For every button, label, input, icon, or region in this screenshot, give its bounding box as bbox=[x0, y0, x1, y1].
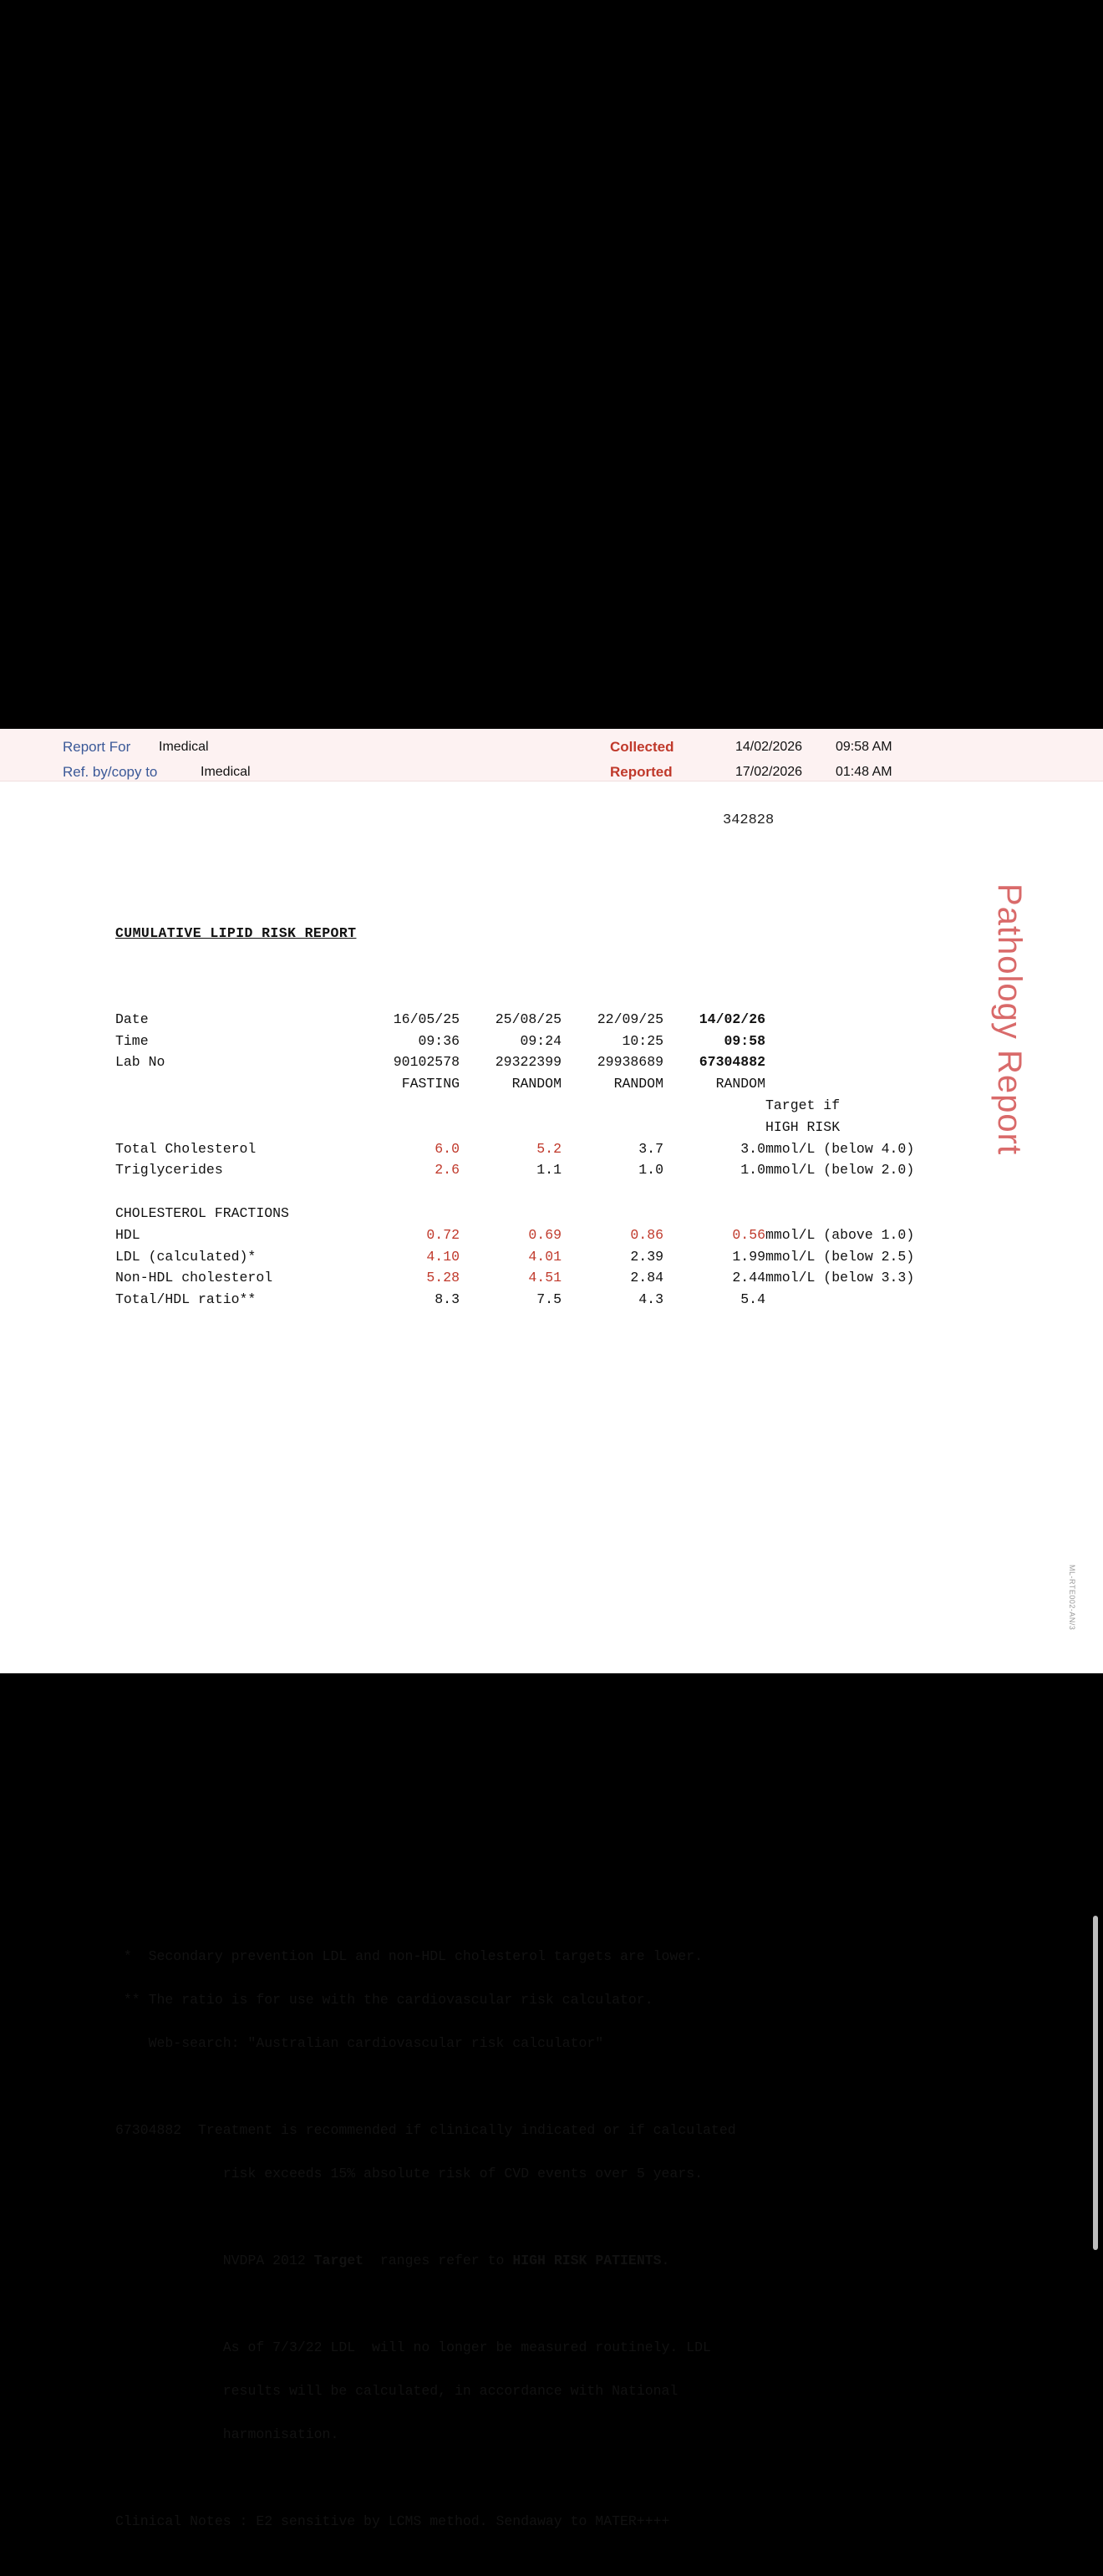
reported-time: 01:48 AM bbox=[836, 765, 892, 779]
ldl-note-line-3: harmonisation. bbox=[222, 2426, 339, 2442]
treatment-lab-code: 67304882 bbox=[115, 2122, 182, 2138]
hdl-v1: 0.72 bbox=[426, 1226, 460, 1243]
time-col-4: 09:58 bbox=[724, 1032, 765, 1049]
analyte-name-non-hdl: Non-HDL cholesterol bbox=[115, 1270, 273, 1286]
report-footnotes bbox=[115, 1924, 736, 2576]
time-col-1: 09:36 bbox=[418, 1032, 460, 1049]
ldl-note-line-1-row bbox=[115, 2337, 736, 2359]
ldl-v4: 1.99 bbox=[732, 1248, 765, 1265]
report-page bbox=[0, 729, 1103, 2529]
labno-col-1: 90102578 bbox=[393, 1054, 460, 1071]
accession-number: 342828 bbox=[723, 812, 775, 828]
analyte-name-total-hdl-ratio: Total/HDL ratio** bbox=[115, 1291, 257, 1308]
non-hdl-v1: 5.28 bbox=[426, 1270, 460, 1286]
cumulative-lipid-report bbox=[115, 879, 914, 1354]
treatment-line-1: Treatment is recommended if clinically indicated or if calculated bbox=[198, 2122, 736, 2138]
treatment-line-2-row bbox=[115, 2163, 736, 2185]
table-row-section-header bbox=[115, 1203, 914, 1224]
report-title: CUMULATIVE LIPID RISK REPORT bbox=[115, 924, 357, 941]
nvdpa-note-row bbox=[115, 2250, 736, 2272]
table-row-date bbox=[115, 1009, 914, 1031]
report-header-strip bbox=[0, 729, 1103, 781]
date-col-2: 25/08/25 bbox=[495, 1011, 562, 1027]
ratio-v2: 7.5 bbox=[536, 1291, 562, 1308]
hdl-ref: mmol/L (above 1.0) bbox=[765, 1226, 915, 1243]
state-col-1: FASTING bbox=[401, 1076, 460, 1092]
date-col-3: 22/09/25 bbox=[597, 1011, 663, 1027]
state-col-4: RANDOM bbox=[715, 1076, 765, 1092]
pathology-report-watermark: Pathology Report bbox=[991, 883, 1028, 1156]
table-row bbox=[115, 1289, 914, 1311]
total-cholesterol-v3: 3.7 bbox=[638, 1140, 663, 1157]
nvdpa-mid: ranges refer to bbox=[363, 2253, 513, 2268]
ratio-v1: 8.3 bbox=[435, 1291, 460, 1308]
collected-date: 14/02/2026 bbox=[735, 740, 803, 754]
non-hdl-v3: 2.84 bbox=[630, 1270, 663, 1286]
ratio-v3: 4.3 bbox=[638, 1291, 663, 1308]
ldl-ref: mmol/L (below 2.5) bbox=[765, 1248, 915, 1265]
form-code-label: ML-RTE002-AN/3 bbox=[1068, 1565, 1076, 1631]
state-col-3: RANDOM bbox=[613, 1076, 663, 1092]
total-cholesterol-v1: 6.0 bbox=[435, 1140, 460, 1157]
table-row bbox=[115, 1159, 914, 1181]
table-row-labno bbox=[115, 1051, 914, 1073]
reported-date: 17/02/2026 bbox=[735, 765, 803, 779]
table-row bbox=[115, 1138, 914, 1160]
state-col-2: RANDOM bbox=[511, 1076, 562, 1092]
total-cholesterol-ref: mmol/L (below 4.0) bbox=[765, 1140, 915, 1157]
nvdpa-high-risk-word: HIGH RISK PATIENTS bbox=[512, 2253, 662, 2268]
ldl-note-line-3-row bbox=[115, 2424, 736, 2446]
triglycerides-v1: 2.6 bbox=[435, 1162, 460, 1179]
ldl-note-line-1: As of 7/3/22 LDL will no longer be measured routinely. LDL bbox=[222, 2339, 711, 2355]
row-label-date: Date bbox=[115, 1011, 149, 1027]
labno-col-2: 29322399 bbox=[495, 1054, 562, 1071]
treatment-note-row bbox=[115, 2120, 736, 2141]
hdl-v4: 0.56 bbox=[732, 1226, 765, 1243]
triglycerides-v3: 1.0 bbox=[638, 1162, 663, 1179]
time-col-2: 09:24 bbox=[520, 1032, 562, 1049]
reported-label: Reported bbox=[610, 764, 673, 780]
report-for-value: Imedical bbox=[159, 740, 209, 754]
table-row-time bbox=[115, 1031, 914, 1052]
row-label-labno: Lab No bbox=[115, 1054, 165, 1071]
hdl-v2: 0.69 bbox=[528, 1226, 562, 1243]
nvdpa-target-word: Target bbox=[313, 2253, 364, 2268]
ldl-v3: 2.39 bbox=[630, 1248, 663, 1265]
page-scrollbar[interactable] bbox=[1093, 1916, 1098, 2250]
analyte-name-triglycerides: Triglycerides bbox=[115, 1162, 223, 1179]
target-header-line2: HIGH RISK bbox=[765, 1118, 841, 1135]
nvdpa-prefix: NVDPA 2012 bbox=[222, 2253, 314, 2268]
ldl-note-line-2-row bbox=[115, 2380, 736, 2402]
table-row bbox=[115, 1224, 914, 1246]
triglycerides-ref: mmol/L (below 2.0) bbox=[765, 1162, 915, 1179]
table-row bbox=[115, 1267, 914, 1289]
ldl-v1: 4.10 bbox=[426, 1248, 460, 1265]
ldl-note-line-2: results will be calculated, in accordance with National bbox=[222, 2383, 679, 2399]
time-col-3: 10:25 bbox=[622, 1032, 663, 1049]
table-row-target-head-2 bbox=[115, 1117, 914, 1138]
analyte-name-ldl: LDL (calculated)* bbox=[115, 1248, 257, 1265]
table-row-target-head-1 bbox=[115, 1095, 914, 1117]
row-label-time: Time bbox=[115, 1032, 149, 1049]
footnote-line-1: * Secondary prevention LDL and non-HDL cholesterol targets are lower. bbox=[115, 1948, 704, 1964]
date-col-4: 14/02/26 bbox=[699, 1011, 765, 1027]
ref-by-value: Imedical bbox=[201, 765, 251, 779]
target-header-line1: Target if bbox=[765, 1097, 841, 1113]
ref-by-label: Ref. by/copy to bbox=[63, 764, 158, 780]
table-row-spacer bbox=[115, 1181, 914, 1203]
ratio-ref bbox=[765, 1289, 914, 1311]
footnote-line-2: ** The ratio is for use with the cardiovascular risk calculator. bbox=[115, 1992, 653, 2008]
triglycerides-v2: 1.1 bbox=[536, 1162, 562, 1179]
table-row-state bbox=[115, 1073, 914, 1095]
table-row bbox=[115, 1246, 914, 1268]
clinical-notes: Clinical Notes : E2 sensitive by LCMS method. Sendaway to MATER++++ bbox=[115, 2513, 670, 2529]
section-cholesterol-fractions: CHOLESTEROL FRACTIONS bbox=[115, 1204, 289, 1221]
report-for-label: Report For bbox=[63, 739, 131, 755]
analyte-name-hdl: HDL bbox=[115, 1226, 140, 1243]
collected-label: Collected bbox=[610, 739, 674, 755]
treatment-line-2: risk exceeds 15% absolute risk of CVD events over 5 years. bbox=[222, 2166, 704, 2181]
non-hdl-ref: mmol/L (below 3.3) bbox=[765, 1270, 915, 1286]
collected-time: 09:58 AM bbox=[836, 740, 892, 754]
labno-col-4: 67304882 bbox=[699, 1054, 765, 1071]
ratio-v4: 5.4 bbox=[740, 1291, 765, 1308]
ldl-v2: 4.01 bbox=[528, 1248, 562, 1265]
lipid-results-table bbox=[115, 1009, 914, 1311]
labno-col-3: 29938689 bbox=[597, 1054, 663, 1071]
total-cholesterol-v4: 3.0 bbox=[740, 1140, 765, 1157]
total-cholesterol-v2: 5.2 bbox=[536, 1140, 562, 1157]
non-hdl-v4: 2.44 bbox=[732, 1270, 765, 1286]
analyte-name-total-cholesterol: Total Cholesterol bbox=[115, 1140, 257, 1157]
non-hdl-v2: 4.51 bbox=[528, 1270, 562, 1286]
footnote-line-3: Web-search: "Australian cardiovascular risk calculator" bbox=[115, 2035, 604, 2051]
nvdpa-end: . bbox=[661, 2253, 670, 2268]
hdl-v3: 0.86 bbox=[630, 1226, 663, 1243]
triglycerides-v4: 1.0 bbox=[740, 1162, 765, 1179]
date-col-1: 16/05/25 bbox=[393, 1011, 460, 1027]
